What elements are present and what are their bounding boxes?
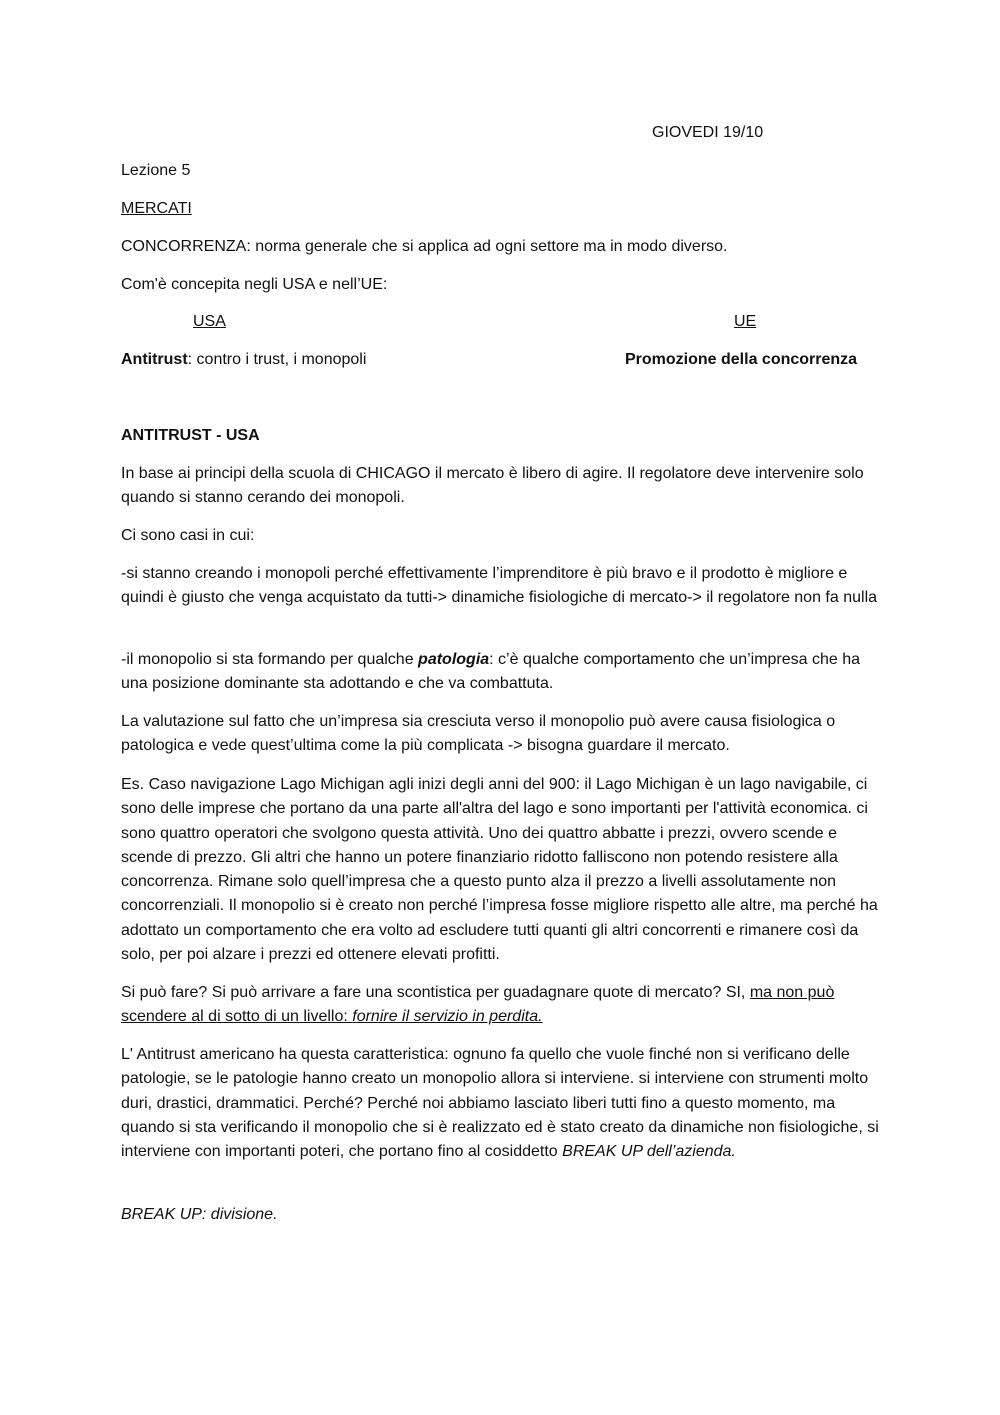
scontistica-underlined: ma non può scendere al di sotto di un livello: bbox=[121, 984, 835, 1026]
scontistica-before: Si può fare? Si può arrivare a fare una scontistica per guadagnare quote di mercato? SI, bbox=[121, 984, 750, 1001]
paragraph-casi: Ci sono casi in cui: bbox=[121, 527, 255, 544]
paragraph-michigan: Es. Caso navigazione Lago Michigan agli inizi degli anni del 900: il Lago Michigan è un lago navigabile, ci sono delle imprese che portano da una parte all'altra del lago e sono importanti per l'attività economica. ci sono quattro operatori che svolgono questa attività. Uno dei quattro abbatte i prezzi, ovvero scende e scende di prezzo. Gli altri che hanno un potere finanziario ridotto falliscono non potendo resistere alla concorrenza. Rimane solo quell’impresa che a questo punto alza il prezzo a livelli assolutamente non concorrenziali. Il monopolio si è creato non perché l’impresa fosse migliore rispetto alle altre, ma perché ha adottato un comportamento che era volto ad escludere tutti quanti gli altri concorrenti e rimanere così da solo, per poi alzare i prezzi ed ottenere elevati profitti. bbox=[121, 776, 878, 964]
usa-description bbox=[121, 348, 366, 372]
paragraph-antitrust-americano bbox=[121, 1043, 881, 1164]
patologia-emph: patologia bbox=[418, 651, 490, 668]
antitrust-americano-text: L' Antitrust americano ha questa caratteristica: ognuno fa quello che vuole finché non si verificano delle patologie, se le patologie hanno creato un monopolio allora si interviene. si interviene con strumenti molto duri, drastici, drammatici. Perché? Perché noi abbiamo lasciato liberi tutti fino a questo momento, ma quando si sta verificando il monopolio che si è realizzato ed è stato creato da dinamiche non fisiologiche, si interviene con importanti poteri, che portano fino al cosiddetto bbox=[121, 1046, 879, 1161]
usa-column-heading: USA bbox=[193, 313, 226, 330]
ue-column-heading: UE bbox=[734, 313, 757, 330]
section-title-mercati: MERCATI bbox=[121, 200, 192, 217]
concorrenza-definition: CONCORRENZA: norma generale che si applica ad ogni settore ma in modo diverso. bbox=[121, 238, 728, 255]
lesson-number: Lezione 5 bbox=[121, 162, 191, 179]
antitrust-desc: : contro i trust, i monopoli bbox=[187, 351, 367, 368]
patologia-after: : c’è qualche comportamento che un’impresa che ha una posizione dominante sta adottando e che va combattuta. bbox=[121, 651, 861, 693]
break-up-definition: BREAK UP: divisione. bbox=[121, 1206, 278, 1223]
paragraph-scontistica bbox=[121, 981, 881, 1030]
paragraph-fisiologico: -si stanno creando i monopoli perché effettivamente l’imprenditore è più bravo e il prodotto è migliore e quindi è giusto che venga acquistato da tutti-> dinamiche fisiologiche di mercato-> il regolatore non fa nulla bbox=[121, 565, 878, 607]
paragraph-patologia bbox=[121, 648, 881, 697]
break-up-italic: BREAK UP dell’azienda. bbox=[562, 1143, 736, 1161]
antitrust-term: Antitrust bbox=[121, 351, 188, 368]
ue-description: Promozione della concorrenza bbox=[625, 351, 858, 368]
patologia-before: -il monopolio si sta formando per qualche bbox=[121, 651, 419, 668]
antitrust-usa-heading: ANTITRUST - USA bbox=[121, 427, 260, 444]
paragraph-chicago: In base ai principi della scuola di CHICAGO il mercato è libero di agire. Il regolatore deve intervenire solo quando si stanno cerando dei monopoli. bbox=[121, 465, 864, 507]
scontistica-italic: fornire il servizio in perdita. bbox=[352, 1008, 543, 1026]
concepita-intro: Com'è concepita negli USA e nell’UE: bbox=[121, 276, 388, 293]
lesson-date: GIOVEDI 19/10 bbox=[652, 124, 764, 141]
paragraph-valutazione: La valutazione sul fatto che un’impresa sia cresciuta verso il monopolio può avere causa fisiologica o patologica e vede quest’ultima come la più complicata -> bisogna guardare il mercato. bbox=[121, 713, 836, 755]
